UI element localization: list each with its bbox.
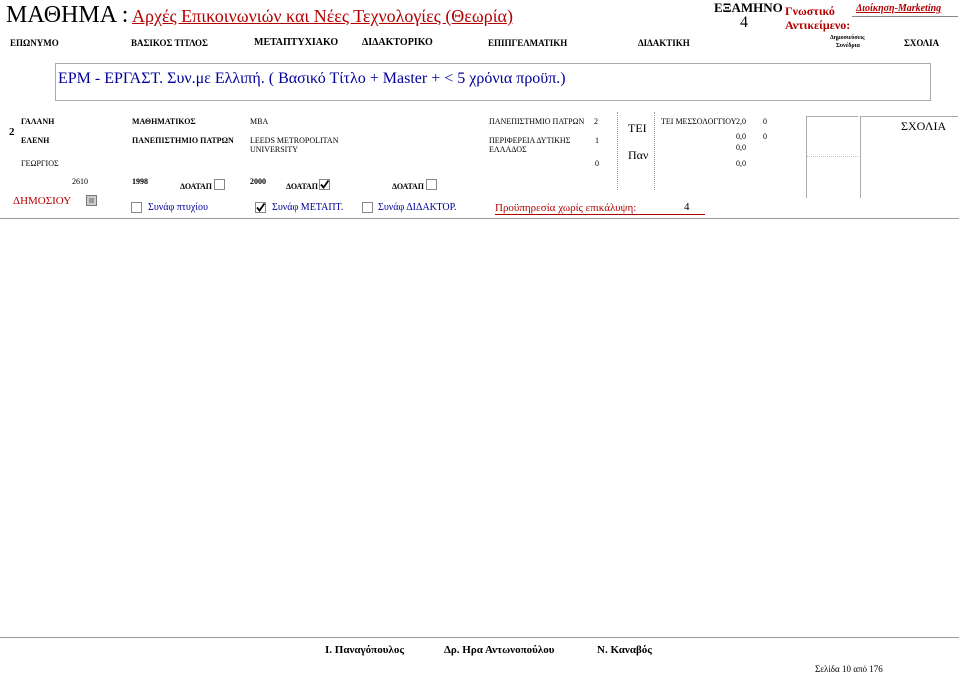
- col-basic-title: ΒΑΣΙΚΟΣ ΤΙΤΛΟΣ: [131, 38, 208, 48]
- divider: [654, 112, 655, 190]
- col-comments: ΣΧΟΛΙΑ: [904, 38, 940, 48]
- subject-divider: [852, 16, 958, 17]
- conferences-box: [806, 156, 858, 198]
- teach-value-2: 0,0: [736, 132, 746, 141]
- footer-rule: [0, 637, 959, 638]
- col-surname: ΕΠΩΝΥΜΟ: [10, 38, 59, 48]
- prof-total: 0: [595, 159, 599, 168]
- page-number: Σελίδα 10 από 176: [815, 664, 883, 674]
- postgrad-doatap-label: ΔΟΑΤΑΠ: [286, 182, 319, 191]
- prof-2-a: ΠΕΡΙΦΕΡΕΙΑ ΔΥΤΙΚΗΣ: [489, 136, 571, 145]
- related-doctorate-checkbox[interactable]: [362, 202, 373, 213]
- teach-value-2b: 0: [763, 132, 767, 141]
- comments-label: ΣΧΟΛΙΑ: [901, 119, 947, 133]
- basic-doatap-checkbox[interactable]: [214, 179, 225, 190]
- prof-1-value: 2: [594, 117, 598, 126]
- postgrad-institution-1: LEEDS METROPOLITAN: [250, 136, 339, 145]
- teach-value-1b: 0: [763, 117, 767, 126]
- postgrad-doatap-checkbox[interactable]: [319, 179, 330, 190]
- signature-2: Δρ. Ηρα Αντωνοπούλου: [444, 644, 555, 656]
- publications-box: [806, 116, 858, 156]
- related-degree-label: Συνάφ πτυχίου: [148, 202, 208, 213]
- col-doctorate: ΔΙΔΑΚΤΟΡΙΚΟ: [362, 37, 433, 48]
- basic-year: 1998: [132, 177, 148, 186]
- record-bottom-rule: [0, 218, 959, 219]
- pan-label: Παν: [628, 148, 649, 162]
- public-checkbox[interactable]: [86, 195, 97, 206]
- record-code: 2610: [72, 177, 88, 186]
- basic-title: ΜΑΘΗΜΑΤΙΚΟΣ: [132, 117, 196, 126]
- teach-value-3: 0,0: [736, 143, 746, 152]
- related-postgrad-checkbox[interactable]: [255, 202, 266, 213]
- related-doctorate-label: Συνάφ ΔΙΔΑΚΤΟΡ.: [378, 202, 457, 213]
- tei-label: ΤΕΙ: [628, 121, 647, 135]
- uncovered-exp-value: 4: [684, 201, 690, 213]
- col-professional: ΕΠΙΠΓΕΛΜΑΤΙΚΗ: [488, 38, 568, 48]
- record-surname: ΓΑΛΑΝΗ: [21, 117, 55, 126]
- check-icon: [255, 202, 266, 213]
- related-postgrad-label: Συνάφ ΜΕΤΑΠΤ.: [272, 202, 344, 213]
- subject-value: Διοίκηση-Marketing: [856, 3, 942, 14]
- subject-label-1: Γνωστικό: [785, 4, 835, 18]
- teach-institution: ΤΕΙ ΜΕΣΣΟΛΟΓΓΙΟΥ: [661, 117, 737, 126]
- signature-3: Ν. Καναβός: [597, 644, 652, 656]
- category-title: ΕΡΜ - ΕΡΓΑΣΤ. Συν.με Ελλιπή. ( Βασικό Τίτλο + Master + < 5 χρόνια προϋπ.): [58, 70, 566, 87]
- public-label: ΔΗΜΟΣΙΟΥ: [13, 195, 72, 207]
- postgrad-institution-2: UNIVERSITY: [250, 145, 298, 154]
- teach-value-1: 2,0: [736, 117, 746, 126]
- postgrad-year: 2000: [250, 177, 266, 186]
- signature-1: Ι. Παναγόπουλος: [325, 644, 404, 656]
- record-index: 2: [9, 126, 15, 138]
- col-publications-1: Δημοσιεύσεις: [830, 35, 865, 41]
- col-postgraduate: ΜΕΤΑΠΤΥΧΙΑΚΟ: [254, 37, 339, 48]
- col-teaching: ΔΙΔΑΚΤΙΚΗ: [638, 38, 690, 48]
- semester-value: 4: [740, 14, 748, 31]
- course-title: Αρχές Επικοινωνιών και Νέες Τεχνολογίες (Θεωρία): [132, 6, 513, 26]
- related-degree-checkbox[interactable]: [131, 202, 142, 213]
- subject-label-2: Αντικείμενο:: [785, 18, 851, 32]
- col-publications-2: Συνέδρια: [836, 43, 860, 49]
- divider: [617, 112, 618, 190]
- prof-2-b: ΕΛΛΑΔΟΣ: [489, 145, 527, 154]
- uncovered-exp-underline: [495, 214, 705, 215]
- category-panel: [55, 63, 931, 101]
- comments-box: [860, 116, 958, 198]
- record-father-name: ΓΕΩΡΓΙΟΣ: [21, 159, 59, 168]
- course-prefix: ΜΑΘΗΜΑ :: [6, 2, 129, 28]
- prof-2-value: 1: [595, 136, 599, 145]
- prof-1: ΠΑΝΕΠΙΣΤΗΜΙΟ ΠΑΤΡΩΝ: [489, 117, 585, 126]
- doctorate-doatap-label: ΔΟΑΤΑΠ: [392, 182, 425, 191]
- basic-doatap-label: ΔΟΑΤΑΠ: [180, 182, 213, 191]
- teach-value-4: 0,0: [736, 159, 746, 168]
- record-first-name: ΕΛΕΝΗ: [21, 136, 50, 145]
- semester-label: ΕΞΑΜΗΝΟ: [714, 0, 783, 15]
- check-icon: [319, 179, 330, 190]
- postgrad-title: MBA: [250, 117, 269, 126]
- uncovered-exp-label: Προϋπηρεσία χωρίς επικάλυψη:: [495, 202, 637, 214]
- basic-institution: ΠΑΝΕΠΙΣΤΗΜΙΟ ΠΑΤΡΩΝ: [132, 136, 234, 145]
- doctorate-doatap-checkbox[interactable]: [426, 179, 437, 190]
